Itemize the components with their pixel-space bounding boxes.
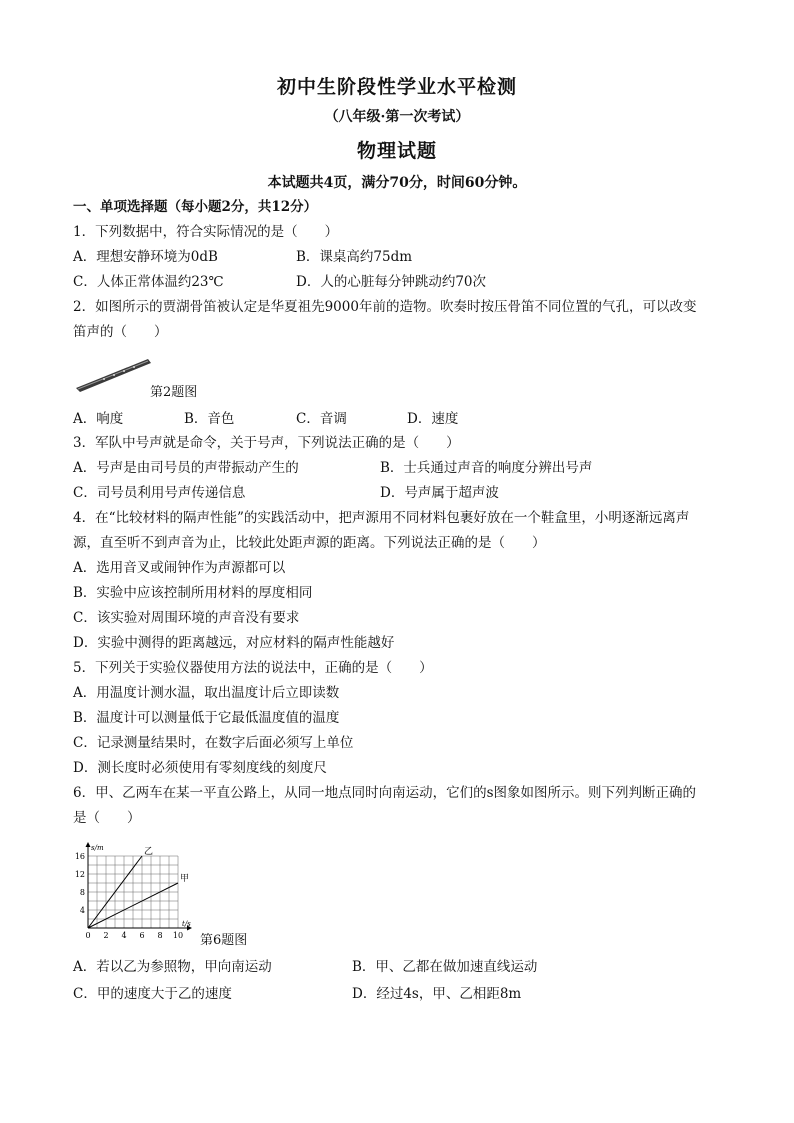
exam-title: 初中生阶段性学业水平检测 [276,76,517,98]
q1-option-b: B．课桌高约75dm [296,249,413,265]
q1-option-c: C．人体正常体温约23℃ [73,274,224,290]
y-tick-label: 8 [79,888,85,897]
q3-option-c: C．司号员利用号声传递信息 [73,485,246,501]
st-graph [70,840,200,944]
q2-stem-line1: 2．如图所示的贾湖骨笛被认定是华夏祖先9000年前的造物。吹奏时按压骨笛不同位置的气孔，可以改变 [73,299,697,315]
q2-option-a: A．响度 [73,411,124,427]
x-tick-label: 0 [85,931,91,940]
q4-option-a: A．选用音叉或闹钟作为声源都可以 [73,560,286,576]
q2-stem-line2: 笛声的（ ） [73,324,168,340]
q5-stem: 5．下列关于实验仪器使用方法的说法中，正确的是（ ） [73,660,433,676]
q2-option-c: C．音调 [296,411,347,427]
x-tick-label: 4 [121,931,127,940]
q3-option-b: B．士兵通过声音的响度分辨出号声 [380,460,593,476]
exam-subtitle: （八年级·第一次考试） [324,109,470,125]
q6-stem-line1: 6．甲、乙两车在某一平直公路上，从同一地点同时向南运动，它们的s图象如图所示。则下列判断正确的 [73,785,697,801]
y-tick-label: 16 [74,852,85,861]
q6-option-d: D．经过4s，甲、乙相距8m [352,986,522,1002]
q6-stem-line2: 是（ ） [73,810,141,826]
x-tick-label: 2 [103,931,109,940]
q4-option-b: B．实验中应该控制所用材料的厚度相同 [73,585,313,601]
q3-option-d: D．号声属于超声波 [380,485,499,501]
x-tick-label: 10 [172,931,184,940]
y-axis-label: s/m [91,844,104,852]
x-tick-label: 8 [157,931,163,940]
q1-stem: 1．下列数据中，符合实际情况的是（ ） [73,224,339,240]
y-tick-label: 4 [79,906,85,915]
y-tick-label: 12 [74,870,85,879]
q6-option-b: B．甲、乙都在做加速直线运动 [352,959,538,975]
q2-figure-caption: 第2题图 [150,385,198,400]
q6-option-c: C．甲的速度大于乙的速度 [73,986,232,1002]
q4-option-d: D．实验中测得的距离越远，对应材料的隔声性能越好 [73,635,395,651]
section-heading: 一、单项选择题（每小题2分，共12分） [73,199,318,215]
q5-option-a: A．用温度计测水温，取出温度计后立即读数 [73,685,340,701]
y-axis-arrow [86,842,91,847]
q2-option-d: D．速度 [407,411,459,427]
q4-stem-line2: 源，直至听不到声音为止，比较此处距声源的距离。下列说法正确的是（ ） [73,535,546,551]
subject-title: 物理试题 [356,140,437,162]
q4-option-c: C．该实验对周围环境的声音没有要求 [73,610,300,626]
series-label: 乙 [144,847,154,857]
q5-option-d: D．测长度时必须使用有零刻度线的刻度尺 [73,760,327,776]
exam-info: 本试题共4页，满分70分，时间60分钟。 [267,175,527,191]
q1-option-d: D．人的心脏每分钟跳动约70次 [296,274,487,290]
q2-option-b: B．音色 [184,411,235,427]
q6-option-a: A．若以乙为参照物，甲向南运动 [73,959,272,975]
q5-option-b: B．温度计可以测量低于它最低温度值的温度 [73,710,340,726]
q4-stem-line1: 4．在“比较材料的隔声性能”的实践活动中，把声源用不同材料包裹好放在一个鞋盒里，小明逐渐远离声 [73,510,690,526]
q3-stem: 3．军队中号声就是命令，关于号声，下列说法正确的是（ ） [73,435,460,451]
x-tick-label: 6 [139,931,145,940]
bone-flute-image [74,352,154,394]
x-axis-label: t/s [182,920,191,928]
q5-option-c: C．记录测量结果时，在数字后面必须写上单位 [73,735,354,751]
series-label: 甲 [180,874,190,884]
q3-option-a: A．号声是由司号员的声带振动产生的 [73,460,299,476]
q6-figure-caption: 第6题图 [200,933,248,948]
q1-option-a: A．理想安静环境为0dB [73,249,218,265]
